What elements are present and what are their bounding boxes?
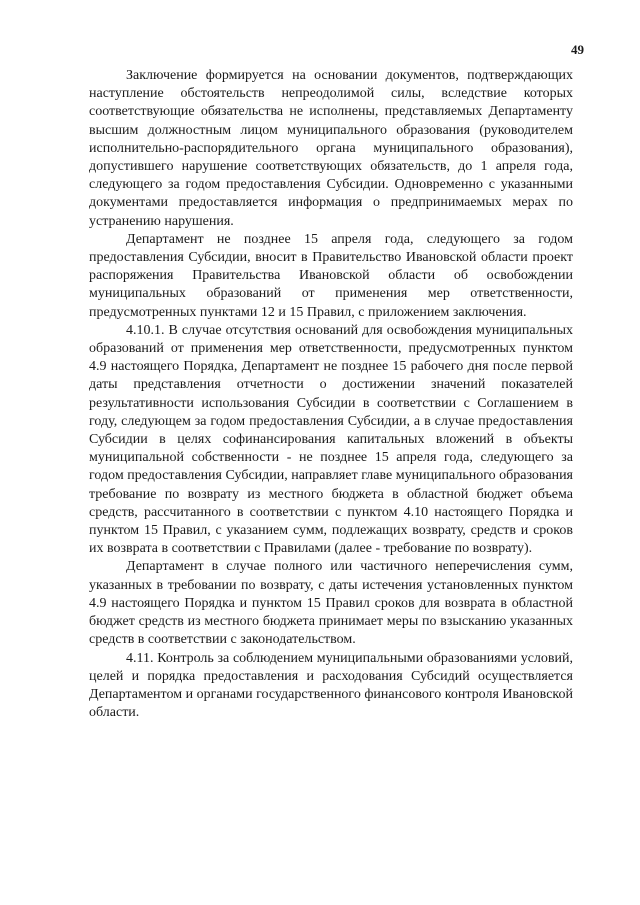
paragraph-4-11: 4.11. Контроль за соблюдением муниципальными образованиями условий, целей и порядка предоставления и расходования Субсидий осуществляется Департаментом и органами государственного финансового контроля Ивановской области. <box>89 650 573 721</box>
paragraph-conclusion: Заключение формируется на основании документов, подтверждающих наступление обстоятельств непреодолимой силы, вследствие которых соответствующие обязательства не исполнены, представляемых Департаменту высшим должностным лицом муниципального образования (руководителем исполнительно-распорядительного органа муниципального образования), допустившего нарушение соответствующих обязательств, до 1 апреля года, следующего за годом предоставления Субсидии. Одновременно с указанными документами предоставляется информация о предпринимаемых мерах по устранению нарушения. <box>89 68 573 229</box>
paragraph-recovery-measures: Департамент в случае полного или частичного неперечисления сумм, указанных в требовании по возврату, с даты истечения установленных пунктом 4.9 настоящего Порядка и пунктом 15 Правил сроков для возврата в областной бюджет средств из местного бюджета принимает меры по взысканию указанных средств в соответствии с законодательством. <box>89 559 573 648</box>
paragraph-department-deadline: Департамент не позднее 15 апреля года, следующего за годом предоставления Субсидии, вносит в Правительство Ивановской области проект распоряжения Правительства Ивановской области об освобождении муниципальных образований от применения мер ответственности, предусмотренных пунктами 12 и 15 Правил, с приложением заключения. <box>89 231 573 320</box>
document-body <box>89 67 573 722</box>
paragraph-4-10-1: 4.10.1. В случае отсутствия оснований для освобождения муниципальных образований от применения мер ответственности, предусмотренных пунктом 4.9 настоящего Порядка, Департамент не позднее 15 рабочего дня после первой даты представления отчетности о достижении значений показателей результативности использования Субсидии в соответствии с Соглашением в году, следующем за годом предоставления Субсидии, а в случае предоставления Субсидии в целях софинансирования капитальных вложений в объекты муниципальной собственности - не позднее 15 апреля года, следующего за годом предоставления Субсидии, направляет главе муниципального образования требование по возврату из местного бюджета в областной бюджет объема средств, рассчитанного в соответствии с пунктом 4.10 настоящего Порядка и пунктом 15 Правил, с указанием сумм, подлежащих возврату, средств и сроков их возврата в соответствии с Правилами (далее - требование по возврату). <box>89 322 573 557</box>
page-number: 49 <box>571 42 584 57</box>
